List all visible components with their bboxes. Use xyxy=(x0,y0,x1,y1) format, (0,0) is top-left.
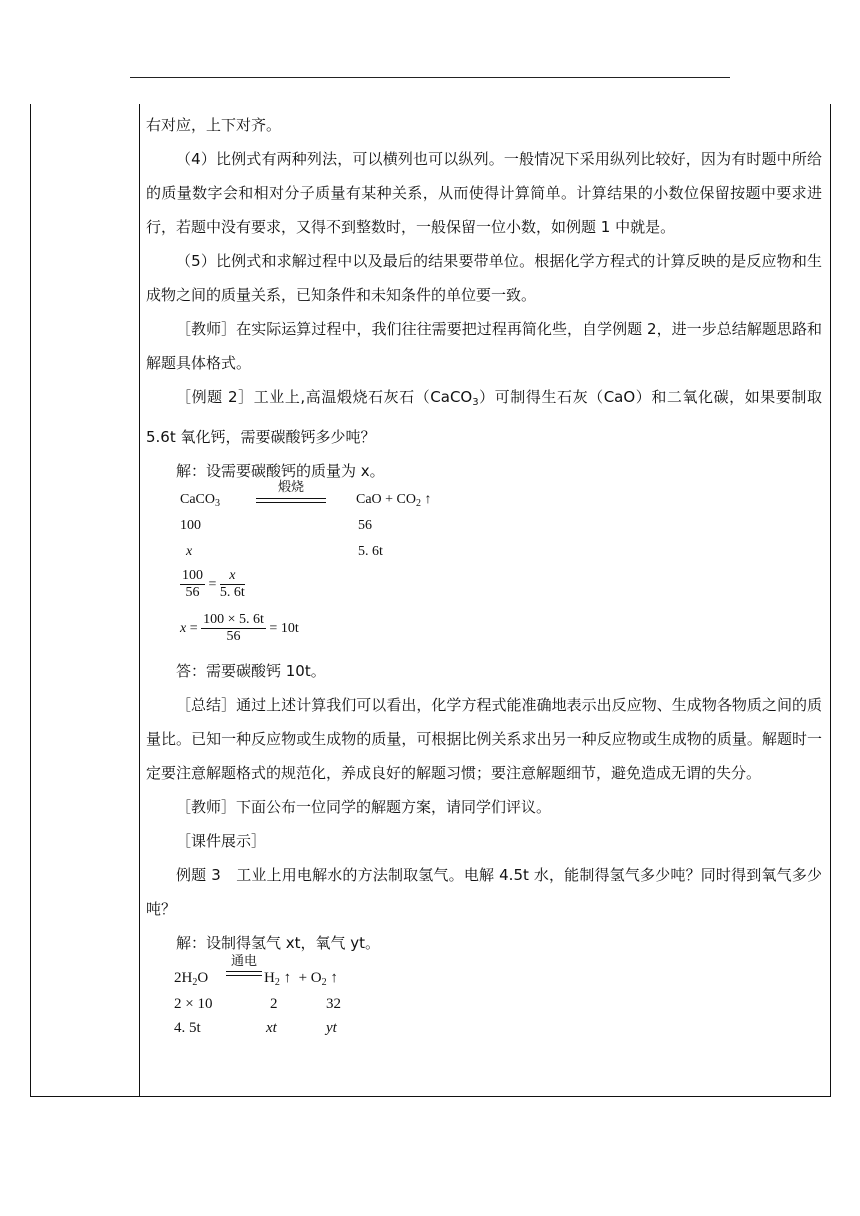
eq1-condition: 煅烧 xyxy=(277,480,304,495)
paragraph-alignment: 右对应，上下对齐。 xyxy=(146,116,282,134)
eq2-unknown-x: xt xyxy=(266,1020,277,1036)
eq2-unknown-y: yt xyxy=(326,1020,337,1036)
eq2-condition: 通电 xyxy=(230,954,257,969)
eq2-reactant: $2H_2O$ xyxy=(174,970,209,988)
paragraph-solution-3: 解：设制得氢气 xt，氧气 yt。 xyxy=(176,934,381,952)
eq2-given: 4. 5t xyxy=(174,1020,201,1036)
eq1-products: CaO + $CO_2$ ↑ xyxy=(356,492,432,509)
eq1-given: 5. 6t xyxy=(358,544,383,559)
paragraph-solution-2: 解：设需要碳酸钙的质量为 x。 xyxy=(176,462,385,480)
eq1-mass-reactant: 100 xyxy=(180,518,201,533)
eq1-proportion: $\frac{100}{56}$ = $\frac{x}{5. 6t}$ xyxy=(182,568,245,601)
paragraph-rule-5: （5）比例式和求解过程中以及最后的结果要带单位。根据化学方程式的计算反映的是反应物和生成物之间的质量关系，已知条件和未知条件的单位要一致。 xyxy=(146,252,822,304)
paragraph-example-3: 例题 3 工业上用电解水的方法制取氢气。电解 4.5t 水，能制得氢气多少吨？同时得到氧气多少吨？ xyxy=(146,866,822,918)
eq1-reactant: CaCO$_3$ xyxy=(180,492,220,509)
eq1-solution: x = $\frac{100 \times 5. 6t}{56}$ = 10t xyxy=(180,612,299,645)
content-cell xyxy=(146,108,822,1038)
eq2-double-line xyxy=(226,971,262,976)
paragraph-example-2: ［例题 2］工业上,高温煅烧石灰石（CaCO$_3$）可制得生石灰（CaO）和二氧化碳，如果要制取 5.6t 氧化钙，需要碳酸钙多少吨？ xyxy=(146,388,822,446)
column-divider xyxy=(139,104,140,1096)
eq1-double-line xyxy=(256,498,326,503)
paragraph-summary: ［总结］通过上述计算我们可以看出，化学方程式能准确地表示出反应物、生成物各物质之间的质量比。已知一种反应物或生成物的质量，可根据比例关系求出另一种反应物或生成物的质量。解题时一定要注意解题格式的规范化，养成良好的解题习惯；要注意解题细节，避免造成无谓的失分。 xyxy=(146,696,822,782)
eq1-mass-product: 56 xyxy=(358,518,372,533)
header-rule xyxy=(130,77,730,78)
eq1-unknown: x xyxy=(186,544,193,559)
paragraph-teacher-2: ［教师］下面公布一位同学的解题方案，请同学们评议。 xyxy=(176,798,552,816)
eq2-products: $H_2$ ↑ + $O_2$ ↑ xyxy=(264,970,338,988)
eq2-mass-h2: 2 xyxy=(270,996,278,1012)
paragraph-rule-4: （4）比例式有两种列法，可以横列也可以纵列。一般情况下采用纵列比较好，因为有时题中所给的质量数字会和相对分子质量有某种关系，从而使得计算简单。计算结果的小数位保留按题中要求进行，若题中没有要求，又得不到整数时，一般保留一位小数，如例题 1 中就是。 xyxy=(146,150,822,236)
paragraph-teacher-1: ［教师］在实际运算过程中，我们往往需要把过程再简化些，自学例题 2，进一步总结解题思路和解题具体格式。 xyxy=(146,320,822,372)
eq2-mass-reactant: 2 × 10 xyxy=(174,996,213,1012)
equation-block-1 xyxy=(146,480,822,654)
eq2-mass-o2: 32 xyxy=(326,996,341,1012)
paragraph-answer-2: 答：需要碳酸钙 10t。 xyxy=(176,662,326,680)
equation-block-2 xyxy=(146,954,822,1038)
paragraph-slide-show: ［课件展示］ xyxy=(176,832,267,850)
